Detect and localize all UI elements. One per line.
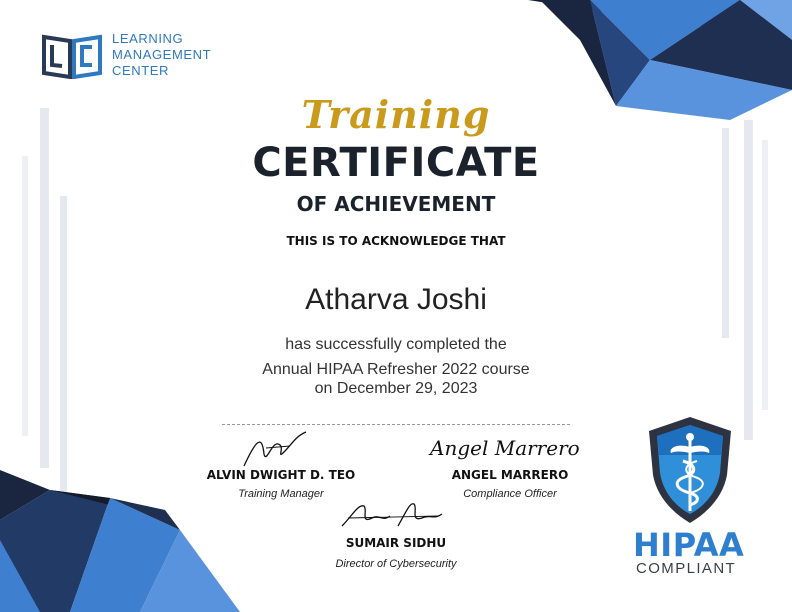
hipaa-label: HIPAA — [633, 526, 745, 564]
signer-3-role: Director of Cybersecurity — [335, 558, 457, 570]
book-logo-icon — [40, 31, 104, 79]
completed-text: has successfully completed the — [285, 336, 507, 353]
logo-line-1: LEARNING — [112, 31, 184, 46]
recipient-name: Atharva Joshi — [305, 283, 487, 316]
divider-line — [222, 424, 570, 425]
course-text: Annual HIPAA Refresher 2022 course — [262, 361, 530, 378]
signer-2-signature: Angel Marrero — [430, 436, 580, 460]
signer-3-name: SUMAIR SIDHU — [345, 536, 447, 550]
signature-scribble-alvin — [236, 430, 316, 470]
certificate-subtitle: OF ACHIEVEMENT — [296, 192, 496, 216]
acknowledge-text: THIS IS TO ACKNOWLEDGE THAT — [286, 234, 506, 248]
signer-2-name: ANGEL MARRERO — [451, 468, 569, 482]
date-text: on December 29, 2023 — [314, 380, 478, 397]
logo-line-3: CENTER — [112, 63, 170, 78]
signature-scribble-sumair — [338, 496, 448, 532]
logo-line-2: MANAGEMENT — [112, 47, 212, 62]
signer-1-name: ALVIN DWIGHT D. TEO — [206, 468, 356, 482]
training-heading: Training — [301, 92, 491, 137]
hipaa-shield-icon — [645, 415, 735, 525]
compliant-label: COMPLIANT — [636, 560, 737, 577]
certificate-title: CERTIFICATE — [252, 140, 540, 186]
logo-text — [112, 31, 211, 79]
signer-1-role: Training Manager — [238, 488, 324, 500]
signer-2-role: Compliance Officer — [463, 488, 557, 500]
